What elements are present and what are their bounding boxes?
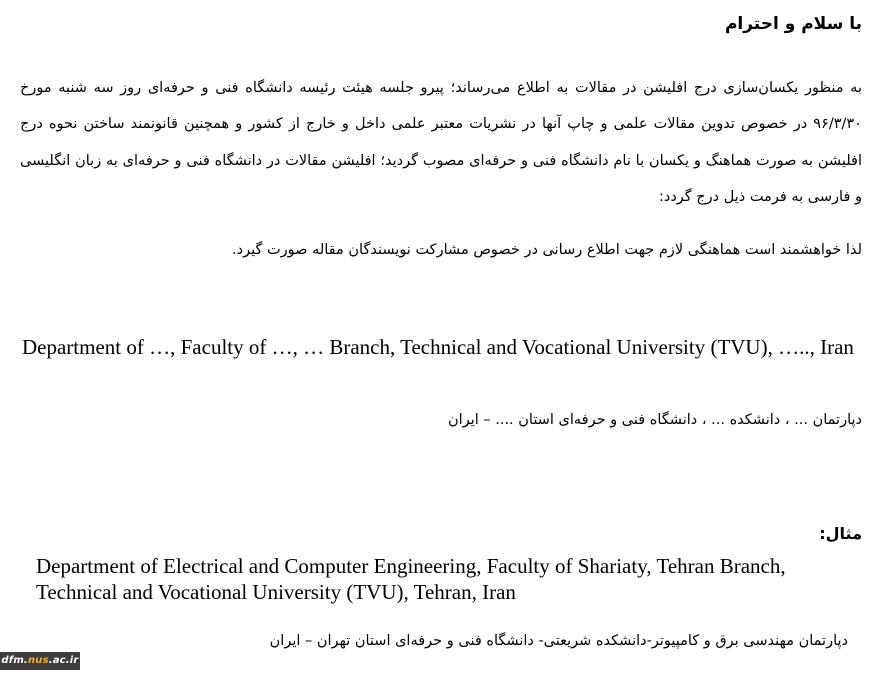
example-affiliation-persian: دپارتمان مهندسی برق و کامپیوتر-دانشکده شریعتی- دانشگاه فنی و حرفه‌ای استان تهران – ایران — [269, 633, 848, 649]
watermark-prefix: dfm. — [1, 655, 28, 666]
affiliation-english-format: Department of …, Faculty of …, … Branch, Technical and Vocational University (TVU), ….., Iran — [22, 335, 854, 359]
site-watermark — [0, 652, 80, 670]
greeting-heading: با سلام و احترام — [724, 14, 862, 34]
example-label: مثال: — [819, 524, 862, 543]
watermark-highlight: nus — [27, 655, 49, 666]
example-affiliation-english: Department of Electrical and Computer Engineering, Faculty of Shariaty, Tehran Branch, Technical and Vocational University (TVU), Tehran, Iran — [36, 554, 786, 604]
main-paragraph: به منظور یکسان‌سازی درج افلیشن در مقالات به اطلاع می‌رساند؛ پیرو جلسه هیئت رئیسه دانشگاه فنی و حرفه‌ای روز سه شنبه مورخ ۹۶/۳/۳۰ در خصوص تدوین مقالات علمی و چاپ آنها در نشریات معتبر علمی داخل و خارج از کشور و همچنین قانونمند ساختن نحوه درج افلیشن به صورت هماهنگ و یکسان با نام دانشگاه فنی و حرفه‌ای مصوب گردید؛ افلیشن مقالات در دانشگاه فنی و حرفه‌ای به زبان انگلیسی و فارسی به فرمت ذیل درج گردد: — [20, 80, 862, 205]
affiliation-persian-format: دپارتمان ... ، دانشکده ... ، دانشگاه فنی و حرفه‌ای استان .... – ایران — [448, 412, 862, 428]
watermark-suffix: .ac.ir — [48, 655, 79, 666]
request-paragraph: لذا خواهشمند است هماهنگی لازم جهت اطلاع رسانی در خصوص مشارکت نویسندگان مقاله صورت گیرد. — [232, 242, 862, 258]
